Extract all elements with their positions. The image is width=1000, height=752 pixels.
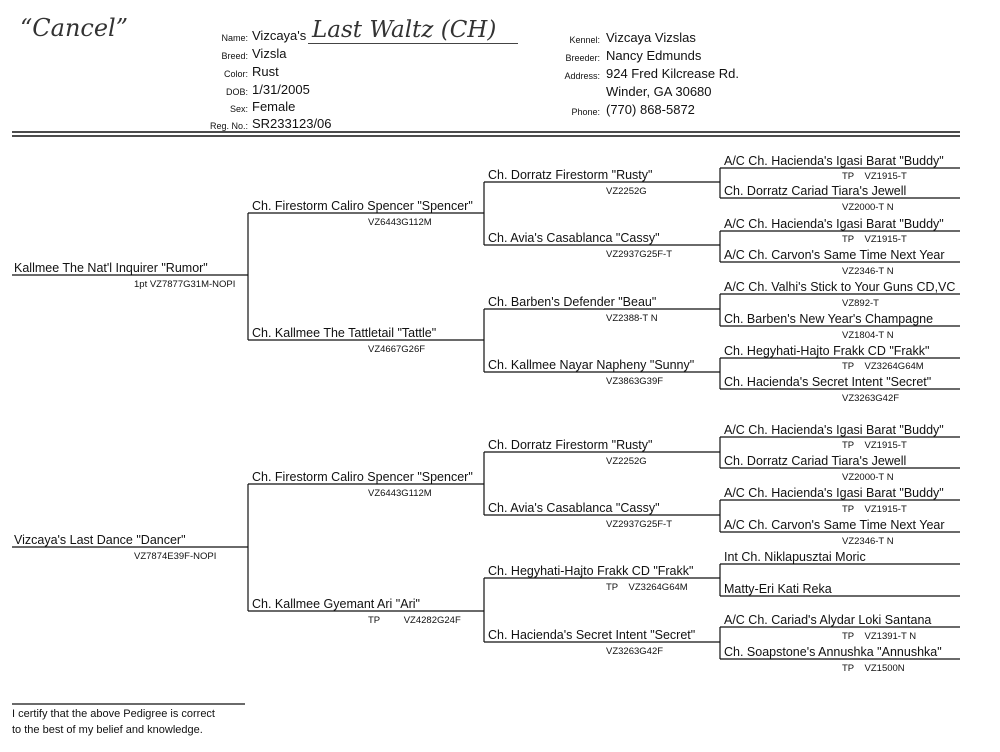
sds-reg: VZ2388-T N bbox=[606, 313, 658, 324]
sdd-reg: VZ3863G39F bbox=[606, 376, 664, 387]
dsds-reg: TP VZ1915-T bbox=[842, 504, 907, 515]
ds-reg: VZ6443G112M bbox=[368, 488, 432, 499]
sire-reg: 1pt VZ7877G31M-NOPI bbox=[134, 279, 236, 290]
dd-reg: TP VZ4282G24F bbox=[368, 615, 461, 626]
sex-label: Sex: bbox=[229, 104, 248, 114]
name-handwritten: Last Waltz (CH) bbox=[312, 17, 497, 43]
sdd-name: Ch. Kallmee Nayar Napheny "Sunny" bbox=[488, 358, 695, 372]
sdds-name: Ch. Hegyhati-Hajto Frakk CD "Frakk" bbox=[724, 344, 930, 358]
kennel-label: Kennel: bbox=[569, 35, 600, 45]
breed-value: Vizsla bbox=[252, 46, 287, 61]
dam-reg: VZ7874E39F-NOPI bbox=[134, 551, 217, 562]
ssds-reg: TP VZ1915-T bbox=[842, 234, 907, 245]
address-label: Address: bbox=[564, 71, 600, 81]
certification-line1: I certify that the above Pedigree is correct bbox=[12, 708, 215, 720]
sire-name: Kallmee The Nat'l Inquirer "Rumor" bbox=[14, 261, 208, 275]
sex-value: Female bbox=[252, 99, 296, 114]
ds-name: Ch. Firestorm Caliro Spencer "Spencer" bbox=[252, 470, 473, 484]
ss-reg: VZ6443G112M bbox=[368, 217, 432, 228]
ssss-name: A/C Ch. Hacienda's Igasi Barat "Buddy" bbox=[724, 154, 944, 168]
ssds-name: A/C Ch. Hacienda's Igasi Barat "Buddy" bbox=[724, 217, 944, 231]
breeder-label: Breeder: bbox=[565, 53, 600, 63]
dsdd-reg: VZ2346-T N bbox=[842, 536, 894, 547]
reg-label: Reg. No.: bbox=[209, 121, 248, 131]
address-line1: 924 Fred Kilcrease Rd. bbox=[606, 66, 739, 81]
name-label: Name: bbox=[221, 33, 248, 43]
breeder-value: Nancy Edmunds bbox=[606, 48, 702, 63]
sss-name: Ch. Dorratz Firestorm "Rusty" bbox=[488, 168, 653, 182]
kennel-value: Vizcaya Vizslas bbox=[606, 30, 696, 45]
sddd-reg: VZ3263G42F bbox=[842, 393, 900, 404]
ssd-reg: VZ2937G25F-T bbox=[606, 249, 672, 260]
sd-reg: VZ4667G26F bbox=[368, 344, 426, 355]
sddd-name: Ch. Hacienda's Secret Intent "Secret" bbox=[724, 375, 932, 389]
sd-name: Ch. Kallmee The Tattletail "Tattle" bbox=[252, 326, 437, 340]
ssdd-reg: VZ2346-T N bbox=[842, 266, 894, 277]
name-prefix: Vizcaya's bbox=[252, 28, 307, 43]
dddd-reg: TP VZ1500N bbox=[842, 663, 905, 674]
sdds-reg: TP VZ3264G64M bbox=[842, 361, 924, 372]
sdss-name: A/C Ch. Valhi's Stick to Your Guns CD,VC bbox=[724, 280, 956, 294]
cancel-annotation: “Cancel” bbox=[20, 14, 128, 42]
ssdd-name: A/C Ch. Carvon's Same Time Next Year bbox=[724, 248, 945, 262]
dsd-reg: VZ2937G25F-T bbox=[606, 519, 672, 530]
ddd-name: Ch. Hacienda's Secret Intent "Secret" bbox=[488, 628, 696, 642]
dam-name: Vizcaya's Last Dance "Dancer" bbox=[14, 533, 186, 547]
ddds-reg: TP VZ1391-T N bbox=[842, 631, 917, 642]
dob-label: DOB: bbox=[225, 87, 248, 97]
dddd-name: Ch. Soapstone's Annushka "Annushka" bbox=[724, 645, 942, 659]
phone-label: Phone: bbox=[571, 107, 600, 117]
dsds-name: A/C Ch. Hacienda's Igasi Barat "Buddy" bbox=[724, 486, 944, 500]
dds-reg: TP VZ3264G64M bbox=[606, 582, 688, 593]
dsdd-name: A/C Ch. Carvon's Same Time Next Year bbox=[724, 518, 945, 532]
ssss-reg: TP VZ1915-T bbox=[842, 171, 907, 182]
phone-value: (770) 868-5872 bbox=[606, 102, 695, 117]
certification-line2: to the best of my belief and knowledge. bbox=[12, 724, 203, 736]
dd-name: Ch. Kallmee Gyemant Ari "Ari" bbox=[252, 597, 420, 611]
sssd-name: Ch. Dorratz Cariad Tiara's Jewell bbox=[724, 184, 907, 198]
dsss-name: A/C Ch. Hacienda's Igasi Barat "Buddy" bbox=[724, 423, 944, 437]
dsss-reg: TP VZ1915-T bbox=[842, 440, 907, 451]
sdsd-reg: VZ1804-T N bbox=[842, 330, 894, 341]
sdsd-name: Ch. Barben's New Year's Champagne bbox=[724, 312, 934, 326]
ddss-name: Int Ch. Niklapusztai Moric bbox=[724, 550, 866, 564]
ssd-name: Ch. Avia's Casablanca "Cassy" bbox=[488, 231, 660, 245]
dob-value: 1/31/2005 bbox=[252, 82, 310, 97]
dssd-name: Ch. Dorratz Cariad Tiara's Jewell bbox=[724, 454, 907, 468]
sssd-reg: VZ2000-T N bbox=[842, 202, 894, 213]
reg-value: SR233123/06 bbox=[252, 116, 332, 131]
dssd-reg: VZ2000-T N bbox=[842, 472, 894, 483]
color-value: Rust bbox=[252, 64, 279, 79]
address-line2: Winder, GA 30680 bbox=[606, 84, 712, 99]
ddds-name: A/C Ch. Cariad's Alydar Loki Santana bbox=[724, 613, 932, 627]
dds-name: Ch. Hegyhati-Hajto Frakk CD "Frakk" bbox=[488, 564, 694, 578]
dss-reg: VZ2252G bbox=[606, 456, 647, 467]
sds-name: Ch. Barben's Defender "Beau" bbox=[488, 295, 657, 309]
dss-name: Ch. Dorratz Firestorm "Rusty" bbox=[488, 438, 653, 452]
sdss-reg: VZ892-T bbox=[842, 298, 879, 309]
color-label: Color: bbox=[223, 69, 248, 79]
sss-reg: VZ2252G bbox=[606, 186, 647, 197]
ss-name: Ch. Firestorm Caliro Spencer "Spencer" bbox=[252, 199, 473, 213]
dsd-name: Ch. Avia's Casablanca "Cassy" bbox=[488, 501, 660, 515]
ddsd-name: Matty-Eri Kati Reka bbox=[724, 582, 832, 596]
breed-label: Breed: bbox=[221, 51, 248, 61]
ddd-reg: VZ3263G42F bbox=[606, 646, 664, 657]
